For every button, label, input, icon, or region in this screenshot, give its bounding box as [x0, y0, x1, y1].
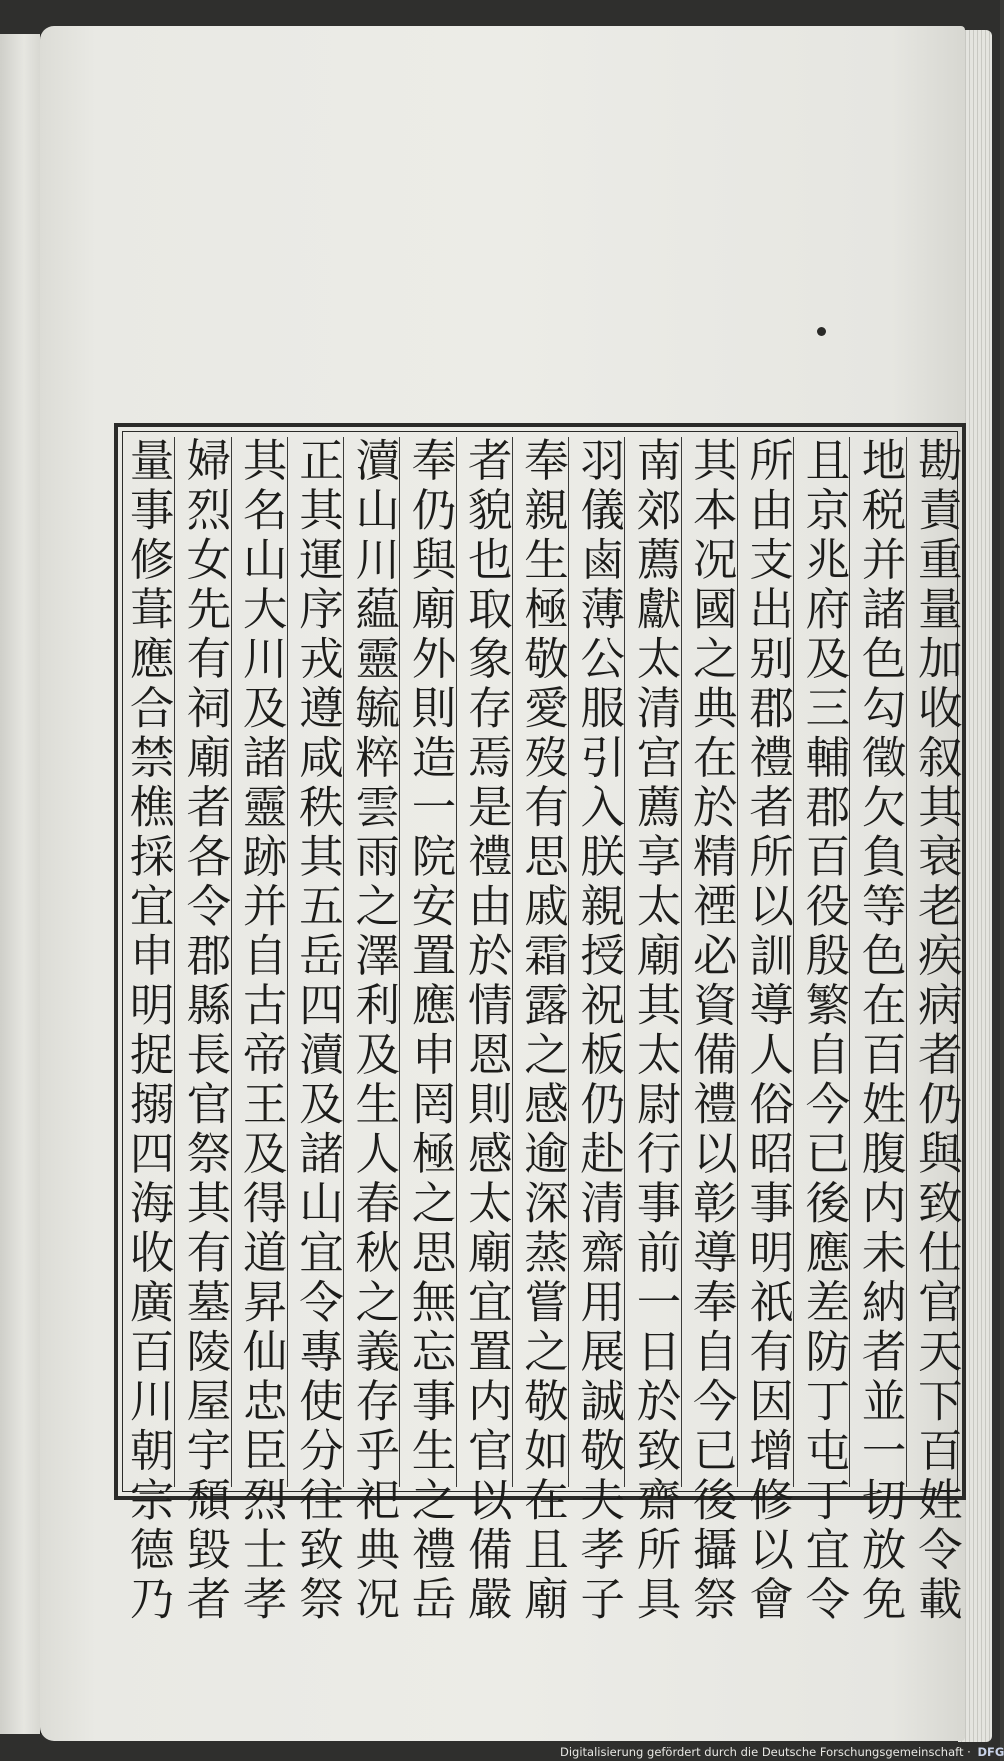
digitization-footer: Digitalisierung gefördert durch die Deutsche Forschungsgemeinschaft · DFG [560, 1745, 1004, 1759]
text-column [287, 437, 343, 1625]
text-column-line: 地税并諸色勾徵欠負等色在百姓腹内未納者並一切放免 [854, 437, 906, 1625]
text-column-line: 者貌也取象存焉是禮由於情恩則感太廟宜置内官以備嚴 [460, 437, 512, 1625]
text-column-line: 量事修葺應合禁樵採宜申明捉搦四海收廣百川朝宗德乃 [122, 437, 174, 1625]
text-column-line: 羽儀鹵薄公服引入朕親授祝板仍赴清齋用展誠敬夫孝子 [572, 437, 624, 1625]
text-column [568, 437, 624, 1625]
text-column [793, 437, 849, 1625]
text-column-line: 正其運序戎遵咸秩其五岳四瀆及諸山宜令專使分往致祭 [291, 437, 343, 1625]
text-column [456, 437, 512, 1625]
left-page-edge [0, 34, 42, 1734]
text-column-line: 其名山大川及諸靈跡并自古帝王及得道昇仙忠臣烈士孝 [235, 437, 287, 1625]
text-column [849, 437, 906, 1625]
text-column [906, 437, 962, 1625]
text-column-line: 且京兆府及三輔郡百役殷繁自今已後應差防丁屯丁宜令 [797, 437, 849, 1625]
text-column [512, 437, 568, 1625]
text-column-line: 瀆山川藴靈毓粹雲雨之澤利及生人春秋之義存乎祀典况 [347, 437, 399, 1625]
text-column-line: 所由支出别郡禮者所以訓導人俗昭事明祇有因增修以會 [741, 437, 793, 1625]
text-column-line: 勘責重量加收叙其衰老疾病者仍與致仕官天下百姓令載 [910, 437, 962, 1625]
text-column [174, 437, 230, 1625]
text-column [399, 437, 455, 1625]
text-column [624, 437, 681, 1625]
footer-credit: Digitalisierung gefördert durch die Deutsche Forschungsgemeinschaft [560, 1745, 964, 1759]
text-column [118, 437, 174, 1625]
text-column [343, 437, 399, 1625]
text-column [737, 437, 793, 1625]
ink-spot [817, 327, 826, 336]
text-column-line: 南郊薦獻太清宫薦享太廟其太尉行事前一日於致齋所具 [629, 437, 681, 1625]
text-column-line: 奉仍與廟外則造一院安置應申罔極之思無忘事生之禮岳 [403, 437, 455, 1625]
text-frame [114, 423, 966, 1625]
text-column [681, 437, 737, 1625]
text-column-line: 婦烈女先有祠廟者各令郡縣長官祭其有墓陵屋宇頹毀者 [178, 437, 230, 1625]
text-column-line: 其本况國之典在於精禋必資備禮以彰導奉自今已後攝祭 [685, 437, 737, 1625]
text-column-line: 奉親生極敬愛歿有思戚霜露之感逾深蒸嘗之敬如在且廟 [516, 437, 568, 1625]
text-column [231, 437, 287, 1625]
dfg-logo: DFG [977, 1745, 1004, 1759]
